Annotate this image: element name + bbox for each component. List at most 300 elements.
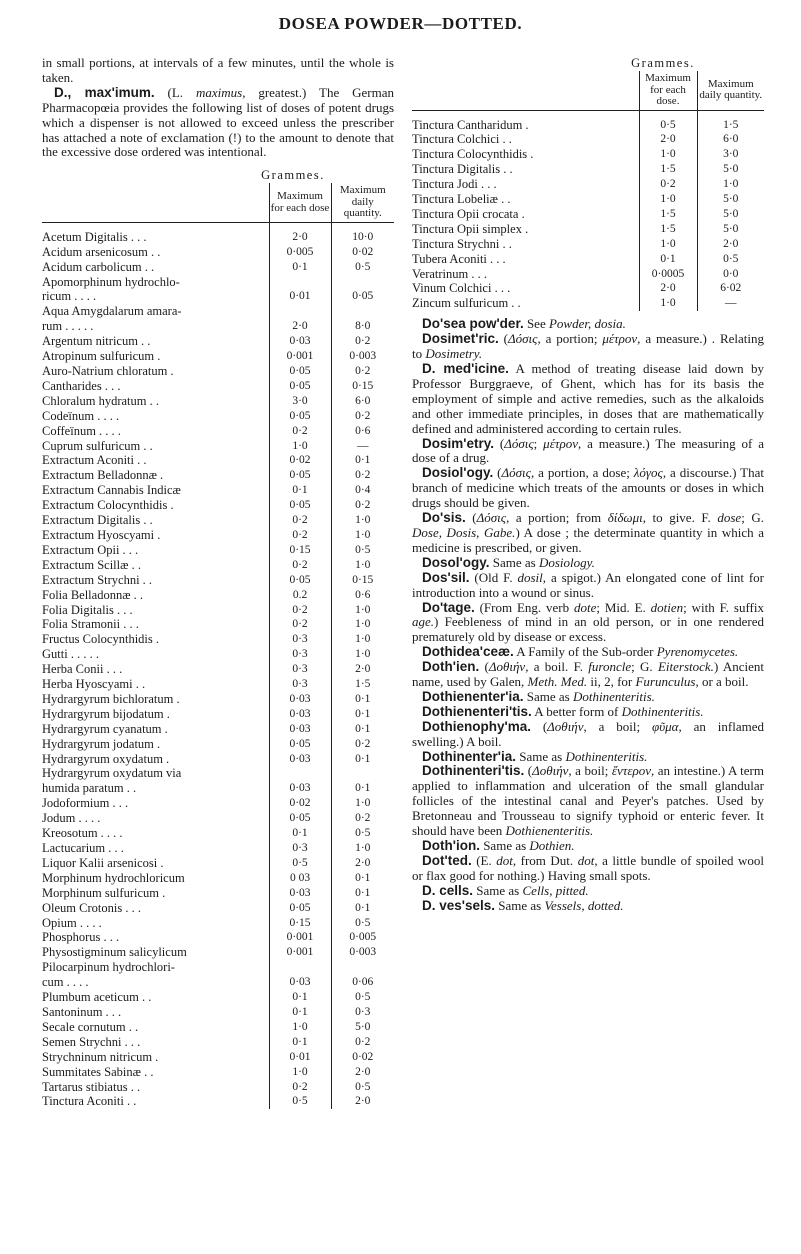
drug-name-cell: Extractum Scillæ . .	[42, 557, 141, 572]
table-row	[42, 379, 394, 394]
max-daily-cell: 1·0	[723, 178, 739, 191]
table-row	[412, 192, 764, 207]
table-row	[42, 945, 394, 960]
drug-name-cell: Physostigminum salicylicum	[42, 945, 187, 960]
max-dose-cell: 0·01	[269, 289, 331, 304]
max-dose-cell	[269, 960, 331, 975]
max-dose-cell: 0·1	[639, 252, 697, 267]
table-row	[42, 260, 394, 275]
max-dose-cell: 0·05	[269, 379, 331, 394]
drug-name-cell: Tinctura Digitalis . .	[412, 162, 513, 177]
table-row	[42, 662, 394, 677]
entry-text: Same as	[479, 838, 530, 853]
drug-name-cell: Cantharides . . .	[42, 378, 121, 393]
drug-name-cell: Extractum Hyoscyami .	[42, 527, 161, 542]
max-daily-cell: 5·0	[723, 222, 739, 235]
max-daily-cell: 0·0	[723, 267, 739, 280]
max-daily-cell: 1·0	[355, 618, 371, 631]
max-dose-cell: 0·05	[269, 468, 331, 483]
max-daily-cell: 0·003	[349, 946, 377, 959]
max-dose-cell: 0·3	[269, 662, 331, 677]
entry-text: ii, 2, for	[587, 674, 636, 690]
max-dose-cell: 0·01	[269, 1050, 331, 1065]
entry-text: Same as	[489, 554, 539, 570]
max-daily-cell: 0·2	[355, 737, 371, 750]
table-row	[42, 289, 394, 304]
entry-italic: maximus	[195, 84, 243, 100]
column-header-name	[412, 71, 639, 110]
table-row	[42, 498, 394, 513]
max-dose-cell: 0·02	[269, 453, 331, 468]
table-row	[42, 752, 394, 767]
max-dose-cell: 0·1	[269, 483, 331, 498]
drug-name-cell: Liquor Kalii arsenicosi .	[42, 855, 164, 870]
entry-headword: Do'sea pow'der.	[422, 316, 524, 332]
drug-name-cell: Herba Conii . . .	[42, 662, 123, 677]
entry-text: (	[465, 510, 477, 526]
max-dose-cell: 0·3	[269, 841, 331, 856]
entry-text: , to give. F.	[642, 510, 718, 526]
drug-name-cell: Hydrargyrum bichloratum .	[42, 691, 180, 706]
entry-greek-text: φῦμα	[652, 718, 679, 734]
drug-name-cell: Extractum Colocynthidis .	[42, 498, 174, 513]
dictionary-entry	[412, 437, 764, 467]
entry-italic-text: Dose, Dosis, Gabe.	[412, 524, 516, 540]
table-row	[42, 960, 394, 975]
entry-greek-text: Δοθιήν	[532, 763, 569, 779]
max-daily-cell	[331, 275, 394, 290]
entry-text: Same as	[523, 688, 573, 704]
max-dose-cell: 1·0	[269, 439, 331, 454]
max-dose-cell: 0·03	[269, 707, 331, 722]
entry-text: , or a boil.	[695, 674, 749, 690]
table-row	[42, 930, 394, 945]
max-dose-cell: 1·0	[639, 237, 697, 252]
entry-italic-text: Dothinenteritis.	[565, 748, 648, 764]
table-row	[42, 222, 394, 244]
entry-text: (L.	[154, 84, 196, 100]
max-daily-cell: 0·02	[352, 1050, 374, 1063]
drug-name-cell: Argentum nitricum . .	[42, 334, 151, 349]
table-row	[42, 1065, 394, 1080]
column-header-dose: Maximum for each dose	[269, 183, 331, 222]
max-daily-cell: 1·0	[355, 558, 371, 571]
max-daily-cell: 0·1	[355, 454, 371, 467]
max-daily-cell: 5·0	[723, 193, 739, 206]
table-row	[42, 990, 394, 1005]
max-daily-cell: 2·0	[355, 1065, 371, 1078]
max-dose-cell: 0.2	[269, 588, 331, 603]
entry-headword: Dosiol'ogy.	[422, 465, 494, 481]
table-row	[42, 871, 394, 886]
table-row	[412, 281, 764, 296]
table-row	[42, 453, 394, 468]
table-row	[412, 162, 764, 177]
max-dose-cell: 0·2	[269, 558, 331, 573]
entry-text: ) Feebleness of mind in an old person, or in one rendered prematurely old by disease or excess.	[412, 614, 764, 645]
max-daily-cell: 1·5	[723, 118, 739, 131]
drug-name-cell: Tinctura Opii simplex .	[412, 221, 529, 236]
max-daily-cell: 3·0	[723, 148, 739, 161]
max-dose-cell: 0·2	[269, 528, 331, 543]
max-dose-cell: 2·0	[639, 281, 697, 296]
max-dose-cell: 0·3	[269, 632, 331, 647]
max-dose-cell: 0·3	[269, 677, 331, 692]
drug-name-cell: Auro-Natrium chloratum .	[42, 364, 174, 378]
entry-text: Same as	[473, 882, 523, 898]
drug-name-cell: Phosphorus . . .	[42, 930, 120, 945]
drug-name-cell: Extractum Opii . . .	[42, 542, 139, 557]
table-row	[412, 110, 764, 132]
max-dose-cell: 0·05	[269, 811, 331, 826]
drug-name-cell: Atropinum sulfuricum .	[42, 349, 161, 364]
dictionary-entry	[412, 571, 764, 601]
dictionary-entries	[412, 317, 764, 913]
column-header-daily: Maximum daily quantity.	[697, 71, 764, 110]
max-daily-cell: 2·0	[355, 663, 371, 676]
grammes-title: Grammes.	[261, 168, 325, 183]
dictionary-entry	[412, 601, 764, 646]
table-row	[42, 826, 394, 841]
drug-name-cell: Vinum Colchici . . .	[412, 281, 511, 296]
entry-italic-text: Dothinenteritis.	[572, 688, 655, 704]
max-dose-cell: 0·2	[269, 1080, 331, 1095]
max-daily-cell: 1·0	[355, 648, 371, 661]
max-dose-cell: 1·5	[639, 222, 697, 237]
max-daily-cell	[331, 960, 394, 975]
max-daily-cell: 0·5	[355, 991, 371, 1004]
entry-greek-text: δίδωμι	[607, 510, 643, 526]
max-daily-cell: 1·0	[355, 528, 371, 541]
table-row	[42, 588, 394, 603]
max-dose-cell: 0·02	[269, 796, 331, 811]
max-daily-cell: 0·3	[355, 1005, 371, 1018]
table-row	[42, 781, 394, 796]
max-daily-cell: 0·6	[355, 588, 371, 601]
table-row	[42, 766, 394, 781]
dictionary-entry	[412, 317, 764, 332]
max-dose-cell: 0·05	[269, 737, 331, 752]
dictionary-entry	[412, 645, 764, 660]
drug-name-cell: Hydrargyrum oxydatum via	[42, 766, 182, 781]
table-row	[42, 409, 394, 424]
drug-name-cell: Extractum Aconiti . .	[42, 453, 147, 468]
max-daily-cell: 1·0	[355, 633, 371, 646]
entry-italic-text: Pyrenomycetes.	[656, 644, 739, 660]
drug-name-cell: Tinctura Strychni . .	[412, 236, 512, 251]
table-row	[42, 632, 394, 647]
max-daily-cell: 5·0	[723, 207, 739, 220]
drug-name-cell: Tinctura Cantharidum .	[412, 117, 529, 132]
entry-headword: D. ves'sels.	[422, 897, 496, 913]
max-dose-cell: 0·0005	[639, 267, 697, 282]
entry-text: (Old F.	[469, 569, 518, 585]
max-daily-cell: 0·5	[723, 252, 739, 265]
entry-headword: D. cells.	[422, 882, 474, 898]
max-dose-cell: 0·2	[269, 603, 331, 618]
table-row	[42, 647, 394, 662]
max-daily-cell: 0·2	[355, 335, 371, 348]
entry-headword: Dos'sil.	[422, 569, 470, 585]
table-row	[42, 513, 394, 528]
entry-text: , from Dut.	[512, 852, 578, 868]
max-daily-cell: 0·1	[355, 782, 371, 795]
drug-name-cell: Tinctura Jodi . . .	[412, 177, 497, 192]
dose-table-left-body	[42, 222, 394, 1109]
table-row	[412, 237, 764, 252]
entry-greek-text: Δόσις	[501, 465, 531, 481]
drug-name-cell: Morphinum hydrochloricum	[42, 870, 185, 885]
max-daily-cell: 0·06	[352, 976, 374, 989]
max-dose-cell: 0·03	[269, 752, 331, 767]
max-daily-cell: 0·5	[355, 916, 371, 929]
max-daily-cell: 2·0	[355, 856, 371, 869]
max-daily-cell: 2·0	[723, 237, 739, 250]
table-row	[412, 132, 764, 147]
entry-text: (	[493, 435, 505, 451]
drug-name-cell: Tinctura Colchici . .	[412, 132, 512, 147]
table-row	[42, 975, 394, 990]
entry-headword: Doth'ion.	[422, 838, 480, 853]
max-dose-cell: 0·2	[269, 513, 331, 528]
entry-italic-text: Cells, pitted.	[522, 882, 589, 898]
max-dose-cell	[269, 304, 331, 319]
drug-name-cell: Extractum Strychni . .	[42, 572, 153, 587]
drug-name-cell: Apomorphinum hydrochlo-	[42, 274, 180, 289]
entry-text: , a little bundle of spoiled wool or flax good for nothing.) Having small spots.	[412, 852, 764, 883]
max-daily-cell: 0·5	[355, 1080, 371, 1093]
max-daily-cell: 0·2	[355, 365, 371, 377]
entry-greek-text: Δόσις	[504, 435, 534, 451]
headword-dose-maximum: D., max'imum.	[54, 84, 155, 100]
dictionary-entry	[412, 899, 764, 914]
max-dose-cell: 0·1	[269, 990, 331, 1005]
dictionary-entry	[412, 884, 764, 899]
max-dose-cell: 0 03	[269, 871, 331, 886]
table-row	[42, 304, 394, 319]
entry-italic-text: Dothien.	[529, 838, 575, 853]
max-dose-cell: 1·5	[639, 207, 697, 222]
table-row	[412, 267, 764, 282]
max-daily-cell: 0·5	[355, 827, 371, 840]
entry-greek-text: Δόσις	[476, 510, 507, 526]
table-row	[412, 222, 764, 237]
drug-name-cell: Zincum sulfuricum . .	[412, 296, 521, 311]
max-dose-cell: 2·0	[639, 132, 697, 147]
entry-greek-text: ἔντερον	[611, 763, 652, 779]
max-daily-cell: 2·0	[355, 1095, 371, 1108]
table-row	[42, 573, 394, 588]
table-row	[42, 916, 394, 931]
drug-name-cell: Extractum Digitalis . .	[42, 513, 153, 528]
entry-text: , an intestine.) A term applied to inflammation and ulceration of the small glandular follicles of the intestinal canal and Peyer's patches. Used by Bretonneau and Trousseau to signify typhoid or enteric fever. It should have been	[412, 763, 764, 839]
drug-name-cell: Hydrargyrum oxydatum .	[42, 751, 170, 766]
entry-text: (E.	[471, 852, 497, 868]
dictionary-entry	[412, 720, 764, 750]
max-dose-cell: 2·0	[269, 222, 331, 244]
drug-name-cell: Jodum . . . .	[42, 811, 101, 826]
entry-text: Same as	[515, 748, 566, 764]
running-header: DOSEA POWDER—DOTTED.	[278, 14, 523, 33]
max-dose-cell: 0·03	[269, 886, 331, 901]
entry-headword: Dosol'ogy.	[422, 554, 490, 570]
entry-italic-text: age.	[412, 614, 435, 630]
max-daily-cell: 5·0	[355, 1020, 371, 1033]
dictionary-entry	[412, 556, 764, 571]
table-row	[42, 1094, 394, 1109]
table-row	[42, 349, 394, 364]
drug-name-cell: Veratrinum . . .	[412, 266, 487, 281]
drug-name-cell: Coffeïnum . . . .	[42, 423, 121, 438]
max-dose-cell: 0·15	[269, 916, 331, 931]
max-dose-cell: 0·1	[269, 826, 331, 841]
entry-italic-text: dotien	[650, 599, 684, 615]
max-dose-cell: 0·1	[269, 1035, 331, 1050]
entry-text: , a portion;	[537, 331, 603, 347]
entry-greek-text: Δοθιήν	[547, 718, 584, 734]
drug-name-cell: Folia Digitalis . . .	[42, 602, 133, 617]
table-row	[42, 334, 394, 349]
entry-italic-text: Powder, dosia.	[548, 316, 626, 332]
drug-name-cell: Tinctura Colocynthidis .	[412, 147, 534, 162]
left-column	[42, 56, 394, 1109]
max-daily-cell: —	[357, 439, 369, 452]
dictionary-entry	[412, 466, 764, 511]
table-row	[42, 424, 394, 439]
dictionary-entry	[412, 660, 764, 690]
drug-name-cell: humida paratum . .	[42, 781, 137, 796]
max-daily-cell: —	[725, 297, 737, 310]
max-daily-cell: 0·05	[352, 290, 374, 303]
drug-name-cell: Fructus Colocynthidis .	[42, 632, 160, 647]
entry-text: , an inflamed swelling.) A boil.	[412, 718, 764, 749]
table-row	[42, 468, 394, 483]
max-daily-cell	[331, 304, 394, 319]
entry-italic-text: dosil	[517, 569, 543, 585]
max-daily-cell: 6·0	[355, 394, 371, 407]
max-daily-cell: 1·0	[355, 514, 371, 527]
drug-name-cell: Codeïnum . . . .	[42, 408, 120, 423]
max-daily-cell: 0·4	[355, 484, 371, 497]
max-dose-cell: 0·2	[639, 177, 697, 192]
drug-name-cell: Morphinum sulfuricum .	[42, 885, 166, 900]
entry-headword: Do'sis.	[422, 510, 466, 526]
max-dose-cell: 0·1	[269, 260, 331, 275]
max-dose-cell: 1·0	[269, 1065, 331, 1080]
table-row	[412, 207, 764, 222]
max-daily-cell: 0·1	[355, 871, 371, 884]
max-dose-cell: 0·001	[269, 945, 331, 960]
entry-italic-text: Dothienenteritis.	[505, 823, 594, 839]
table-row	[42, 483, 394, 498]
entry-text: See	[523, 316, 549, 332]
max-daily-cell: 1·0	[355, 603, 371, 616]
entry-italic-text: dote	[573, 599, 597, 615]
entry-headword: Dothidea'ceæ.	[422, 644, 514, 660]
drug-name-cell: Folia Belladonnæ . .	[42, 587, 144, 602]
column-header-dose: Maximum for each dose.	[639, 71, 697, 110]
max-daily-cell: 0·2	[355, 1035, 371, 1048]
right-column	[412, 56, 764, 914]
dictionary-entry	[412, 750, 764, 765]
entry-headword: Do'tage.	[422, 599, 475, 615]
entry-text: ) Ancient name, used by Galen,	[412, 659, 764, 690]
max-daily-cell: 10·0	[352, 230, 374, 243]
drug-name-cell: Extractum Belladonnæ .	[42, 468, 164, 483]
drug-name-cell: Plumbum aceticum . .	[42, 990, 152, 1005]
max-daily-cell: 0·2	[355, 409, 371, 422]
max-dose-cell: 0·001	[269, 930, 331, 945]
drug-name-cell: Tubera Aconiti . . .	[412, 251, 506, 266]
table-row	[42, 558, 394, 573]
max-dose-cell: 1·0	[269, 1020, 331, 1035]
dose-table-left	[42, 183, 394, 1109]
table-row	[42, 603, 394, 618]
entry-italic-text: dose	[717, 510, 742, 526]
drug-name-cell: Summitates Sabinæ . .	[42, 1064, 154, 1079]
dictionary-entry	[412, 362, 764, 437]
max-dose-cell: 0·05	[269, 573, 331, 588]
dictionary-entry	[412, 705, 764, 720]
drug-name-cell: Tinctura Opii crocata .	[412, 206, 525, 221]
table-row	[42, 1005, 394, 1020]
drug-name-cell: Acidum arsenicosum . .	[42, 244, 161, 259]
max-dose-cell: 0·5	[269, 856, 331, 871]
max-dose-cell: 0·03	[269, 975, 331, 990]
max-dose-cell: 0·03	[269, 334, 331, 349]
table-row	[42, 528, 394, 543]
max-daily-cell: 0·6	[355, 424, 371, 437]
entry-text: ; Mid. E.	[596, 599, 651, 615]
table-row	[42, 275, 394, 290]
entry-text: Same as	[495, 897, 545, 913]
max-dose-cell: 0·1	[269, 1005, 331, 1020]
max-daily-cell: 0·1	[355, 707, 371, 720]
entry-text: , a discourse.) That branch of medicine which treats of the amounts or doses in which drugs should be given.	[412, 465, 764, 511]
max-dose-cell: 1·0	[639, 147, 697, 162]
max-dose-cell	[269, 766, 331, 781]
column-header-daily: Maximum daily quantity.	[331, 183, 394, 222]
drug-name-cell: Tinctura Aconiti . .	[42, 1094, 137, 1109]
entry-greek-text: λόγος	[633, 465, 663, 481]
drug-name-cell: Oleum Crotonis . . .	[42, 900, 141, 915]
max-dose-cell: 0·2	[269, 617, 331, 632]
table-row	[412, 147, 764, 162]
max-daily-cell: 0·2	[355, 469, 371, 482]
drug-name-cell: Hydrargyrum jodatum .	[42, 736, 161, 751]
entry-text: , a spigot.) An elongated cone of lint for introduction into a wound or sinus.	[412, 569, 764, 600]
max-daily-cell: 6·0	[723, 133, 739, 146]
drug-name-cell: Kreosotum . . . .	[42, 826, 123, 841]
drug-name-cell: Opium . . . .	[42, 915, 102, 930]
max-dose-cell: 0·5	[269, 1094, 331, 1109]
max-daily-cell: 0·005	[349, 931, 377, 944]
max-daily-cell: 0·15	[352, 573, 374, 586]
entry-headword: Dot'ted.	[422, 852, 472, 868]
entry-italic-text: dot	[496, 852, 513, 868]
entry-text: (	[524, 763, 533, 779]
entry-text: , a boil;	[583, 718, 652, 734]
max-daily-cell: 1·5	[355, 678, 371, 691]
entry-headword: Doth'ien.	[422, 659, 480, 675]
max-daily-cell: 0·1	[355, 722, 371, 735]
entry-text: , a boil;	[568, 763, 612, 779]
dictionary-entry	[412, 332, 764, 362]
entry-text: A better form of	[531, 703, 622, 719]
max-daily-cell: 8·0	[355, 320, 371, 333]
entry-text: ; G.	[741, 510, 764, 526]
table-row	[42, 319, 394, 334]
